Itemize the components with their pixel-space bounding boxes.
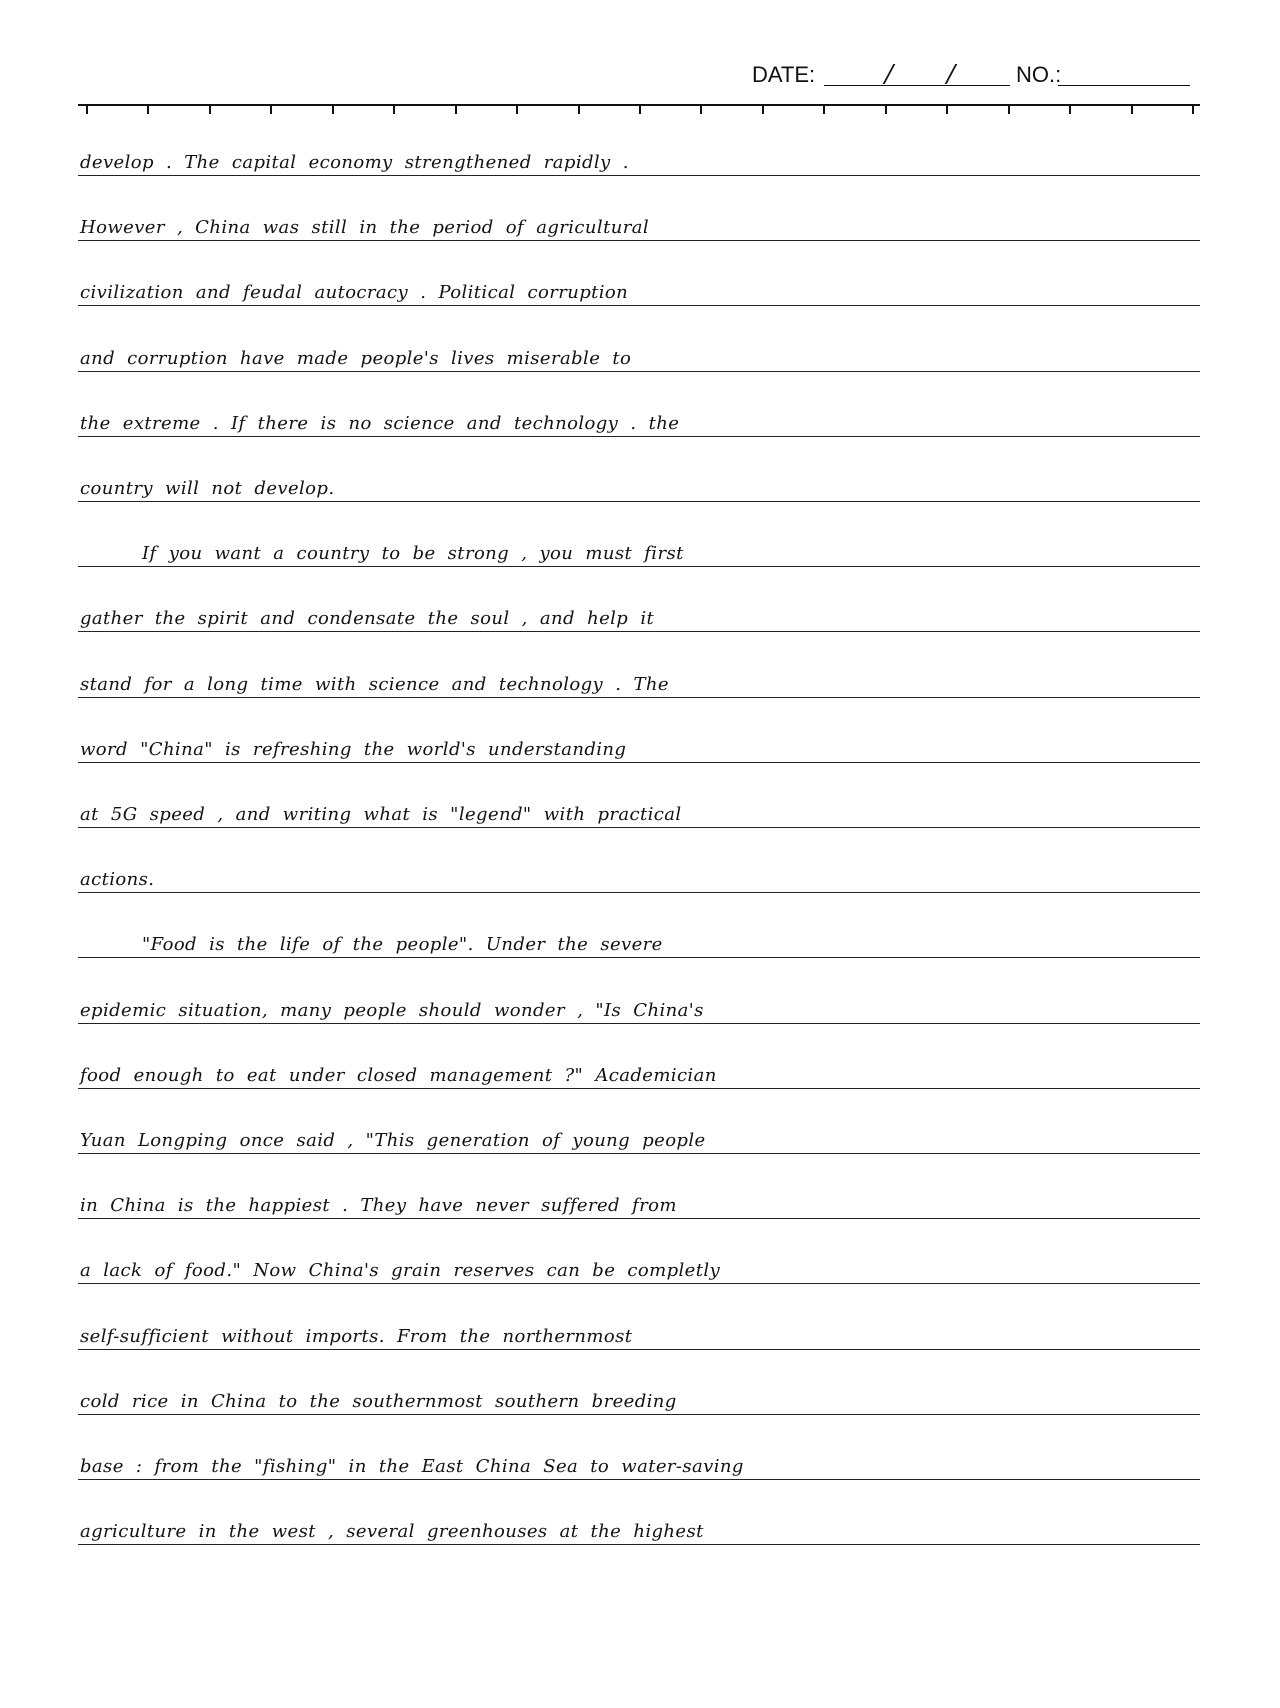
line-rule: [78, 436, 1200, 437]
ruler-tick: [270, 104, 272, 114]
writing-line: [78, 968, 1200, 1024]
writing-line: [78, 1098, 1200, 1154]
line-rule: [78, 1283, 1200, 1284]
top-ruler: [78, 100, 1200, 114]
writing-line: [78, 1424, 1200, 1480]
handwritten-text: If you want a country to be strong , you must first: [142, 543, 684, 565]
line-rule: [78, 631, 1200, 632]
ruler-tick: [885, 104, 887, 114]
line-rule: [78, 892, 1200, 893]
line-rule: [78, 1153, 1200, 1154]
handwritten-text: However , China was still in the period of agricultural: [80, 217, 649, 239]
writing-line: [78, 185, 1200, 241]
line-rule: [78, 1479, 1200, 1480]
line-rule: [78, 175, 1200, 176]
ruler-tick: [1008, 104, 1010, 114]
handwritten-text: base : from the "fishing" in the East China Sea to water-saving: [80, 1456, 744, 1478]
writing-line: [78, 316, 1200, 372]
writing-line: [78, 707, 1200, 763]
ruler-tick: [946, 104, 948, 114]
writing-line: [78, 120, 1200, 176]
line-rule: [78, 1414, 1200, 1415]
line-rule: [78, 240, 1200, 241]
writing-line: [78, 250, 1200, 306]
writing-line: [78, 902, 1200, 958]
writing-line: [78, 576, 1200, 632]
line-rule: [78, 305, 1200, 306]
writing-line: [78, 446, 1200, 502]
writing-line: [78, 1294, 1200, 1350]
ruler-tick: [393, 104, 395, 114]
page-header: [740, 58, 1200, 88]
handwritten-text: and corruption have made people's lives miserable to: [80, 348, 632, 370]
handwritten-text: actions.: [80, 869, 155, 891]
ruler-tick: [1069, 104, 1071, 114]
handwritten-text: food enough to eat under closed management ?" Academician: [80, 1065, 717, 1087]
writing-line: [78, 1163, 1200, 1219]
line-rule: [78, 1088, 1200, 1089]
line-rule: [78, 566, 1200, 567]
line-rule: [78, 762, 1200, 763]
date-separator-slash: [883, 64, 896, 84]
handwritten-text: self-sufficient without imports. From the northernmost: [80, 1326, 633, 1348]
ruler-tick: [86, 104, 88, 114]
ruler-tick: [332, 104, 334, 114]
handwritten-text: in China is the happiest . They have never suffered from: [80, 1195, 677, 1217]
writing-line: [78, 511, 1200, 567]
handwritten-text: gather the spirit and condensate the soul , and help it: [80, 608, 655, 630]
writing-line: [78, 1033, 1200, 1089]
date-separator-slash: [945, 64, 958, 84]
number-label: NO.:: [1016, 62, 1062, 87]
writing-line: [78, 1489, 1200, 1545]
line-rule: [78, 1023, 1200, 1024]
ruler-tick: [147, 104, 149, 114]
handwritten-text: stand for a long time with science and technology . The: [80, 674, 669, 696]
ruler-tick: [209, 104, 211, 114]
handwritten-text: a lack of food." Now China's grain reserves can be completly: [80, 1260, 721, 1282]
line-rule: [78, 371, 1200, 372]
writing-line: [78, 837, 1200, 893]
handwritten-text: agriculture in the west , several greenhouses at the highest: [80, 1521, 704, 1543]
writing-line: [78, 772, 1200, 828]
handwritten-text: the extreme . If there is no science and technology . the: [80, 413, 680, 435]
ruler-tick: [1131, 104, 1133, 114]
ruler-tick: [823, 104, 825, 114]
ruler-tick: [578, 104, 580, 114]
line-rule: [78, 697, 1200, 698]
ruler-tick: [700, 104, 702, 114]
ruler-tick: [516, 104, 518, 114]
line-rule: [78, 827, 1200, 828]
date-field-line: [824, 85, 1010, 86]
handwritten-text: country will not develop.: [80, 478, 335, 500]
line-rule: [78, 957, 1200, 958]
line-rule: [78, 1349, 1200, 1350]
line-rule: [78, 501, 1200, 502]
date-label: DATE:: [752, 62, 816, 87]
line-rule: [78, 1544, 1200, 1545]
handwritten-text: "Food is the life of the people". Under the severe: [142, 934, 663, 956]
writing-line: [78, 1359, 1200, 1415]
number-field-line: [1058, 85, 1190, 86]
ruler-tick: [639, 104, 641, 114]
writing-line: [78, 1228, 1200, 1284]
handwritten-text: word "China" is refreshing the world's understanding: [80, 739, 627, 761]
handwritten-text: develop . The capital economy strengthened rapidly .: [80, 152, 629, 174]
line-rule: [78, 1218, 1200, 1219]
handwritten-text: at 5G speed , and writing what is "legend" with practical: [80, 804, 682, 826]
handwritten-text: civilization and feudal autocracy . Political corruption: [80, 282, 629, 304]
writing-line: [78, 642, 1200, 698]
ruler-tick: [1192, 104, 1194, 114]
ruler-tick: [762, 104, 764, 114]
handwritten-text: Yuan Longping once said , "This generation of young people: [80, 1130, 706, 1152]
writing-line: [78, 381, 1200, 437]
handwritten-text: cold rice in China to the southernmost southern breeding: [80, 1391, 677, 1413]
ruler-tick: [455, 104, 457, 114]
handwritten-text: epidemic situation, many people should wonder , "Is China's: [80, 1000, 704, 1022]
